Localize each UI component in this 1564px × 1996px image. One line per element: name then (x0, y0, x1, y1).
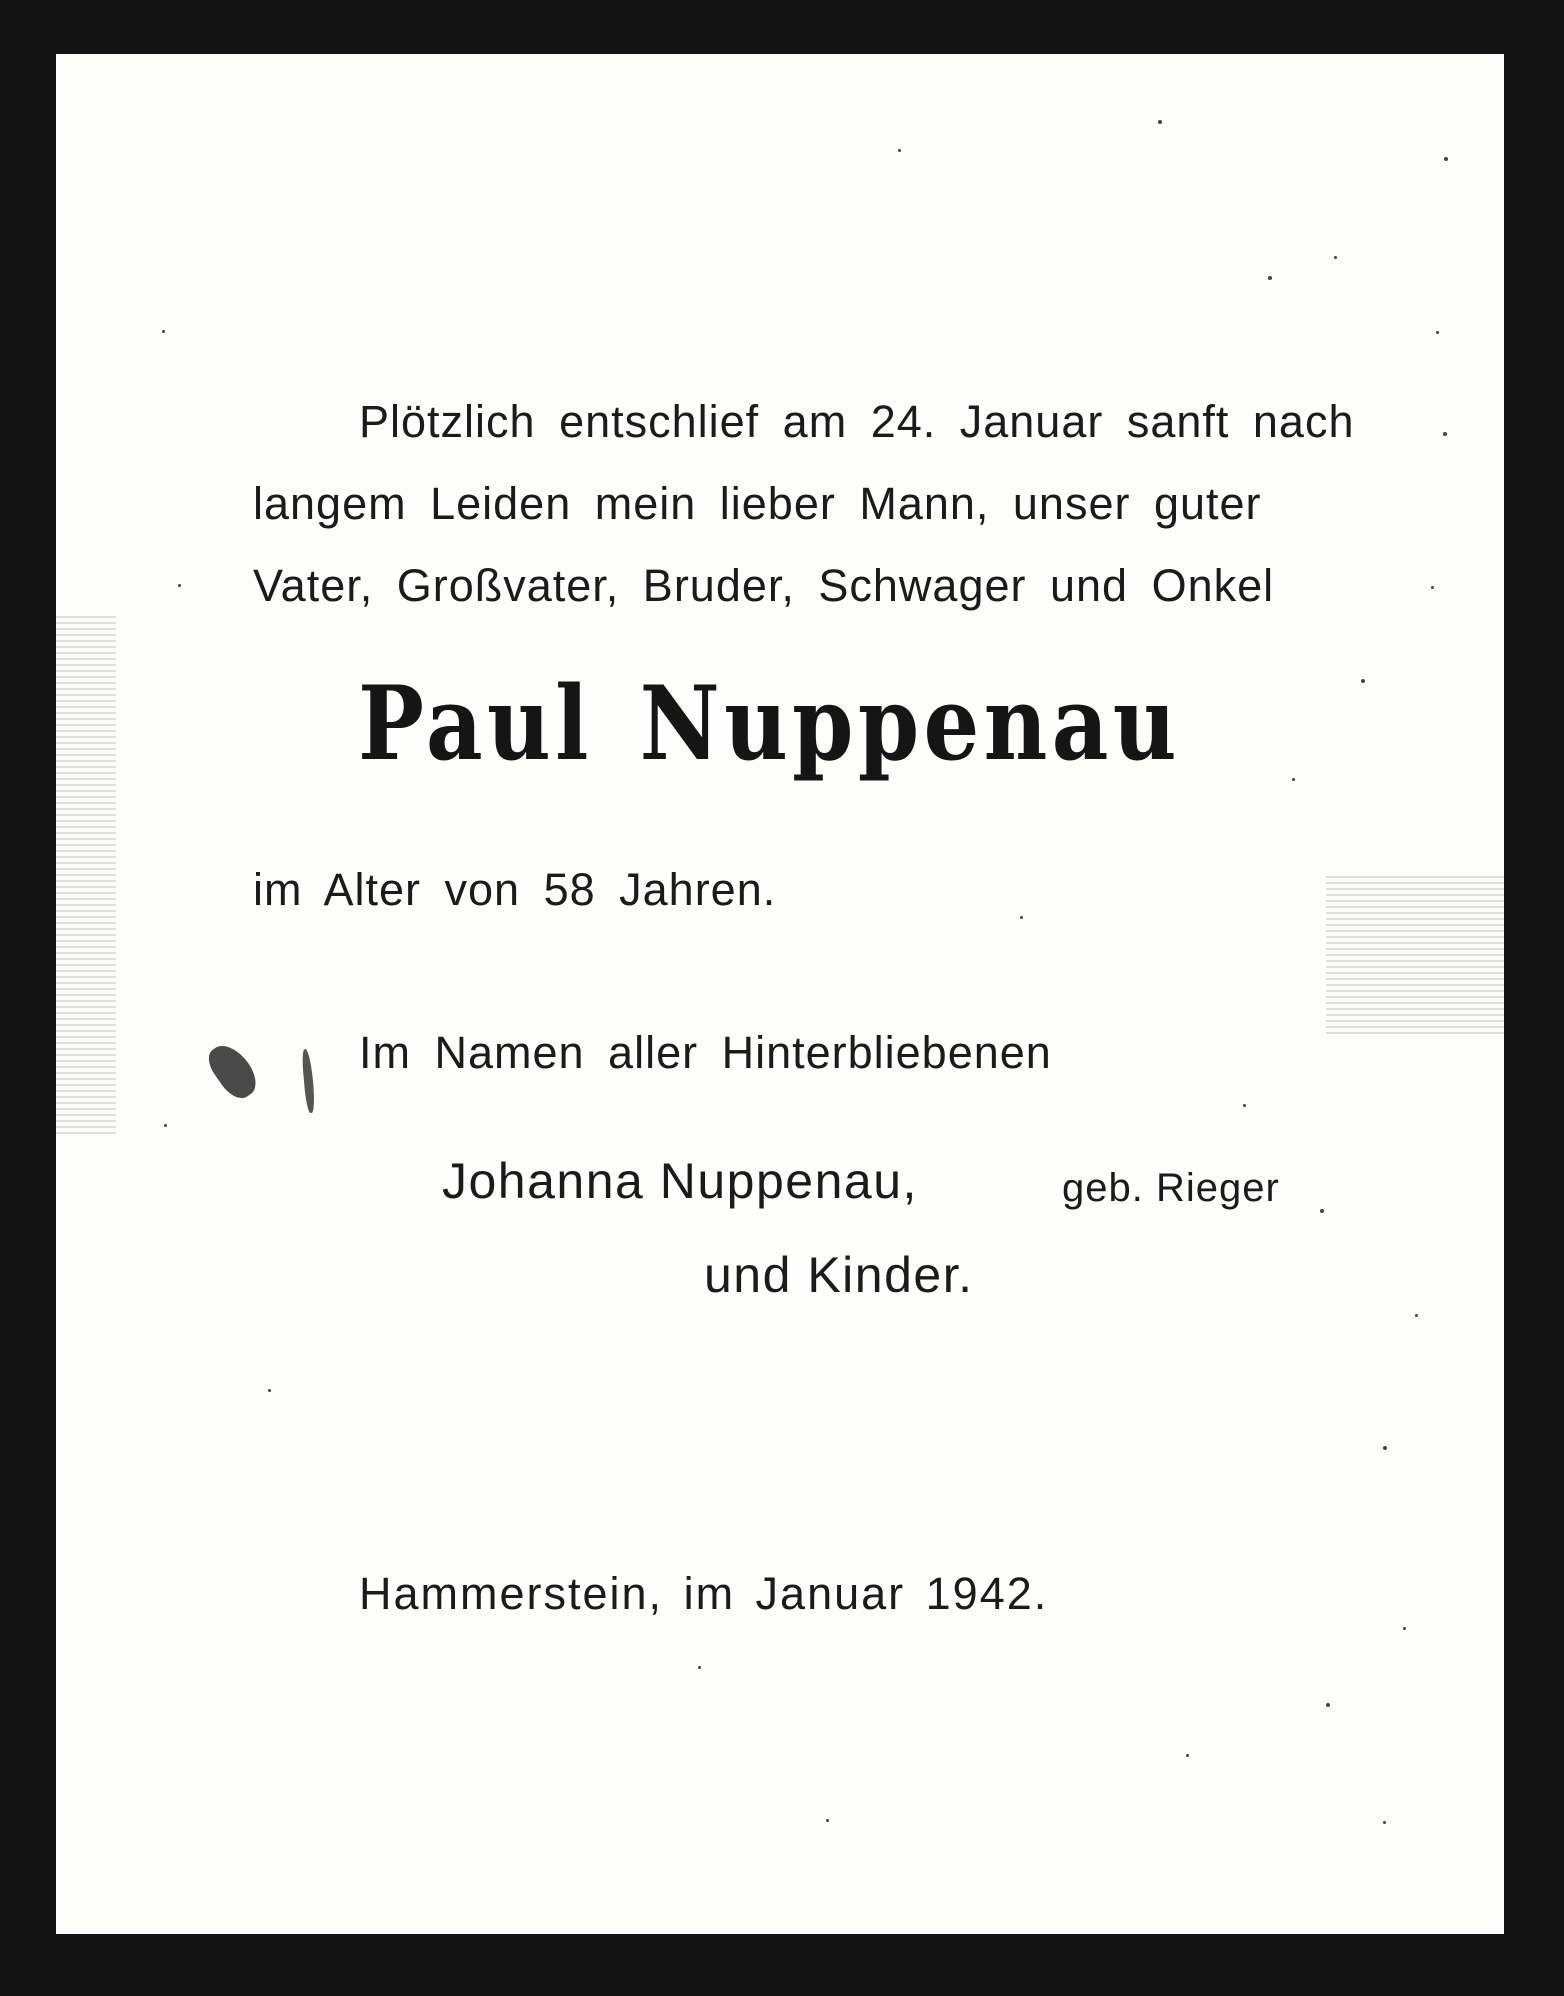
paper-speck (162, 330, 165, 333)
paper-speck (178, 584, 181, 587)
paper-speck (268, 1389, 271, 1392)
paper-speck (898, 149, 901, 152)
paper-speck (1383, 1446, 1387, 1450)
paper-speck (1268, 276, 1272, 280)
place-and-date: Hammerstein, im Januar 1942. (359, 1568, 1049, 1619)
obituary-card (56, 54, 1504, 1934)
paper-speck (1431, 586, 1434, 589)
signatory-maiden-name: geb. Rieger (1062, 1166, 1280, 1210)
paper-speck (1320, 1209, 1324, 1213)
paper-speck (698, 1666, 701, 1669)
ink-smudge (202, 1037, 263, 1104)
paper-speck (1361, 679, 1365, 683)
paper-speck (1186, 1754, 1189, 1757)
deceased-name: Paul Nuppenau (358, 664, 1181, 784)
intro-line: Vater, Großvater, Bruder, Schwager und Onkel (253, 560, 1275, 611)
paper-speck (1403, 1627, 1406, 1630)
paper-speck (1436, 331, 1439, 334)
paper-speck (164, 1124, 167, 1127)
ink-smudge (301, 1049, 316, 1114)
intro-line: langem Leiden mein lieber Mann, unser guter (253, 478, 1262, 529)
on-behalf-line: Im Namen aller Hinterbliebenen (359, 1027, 1052, 1078)
paper-bleed-right (1326, 874, 1504, 1034)
paper-speck (826, 1819, 829, 1822)
paper-speck (1158, 120, 1162, 124)
paper-speck (1243, 1104, 1246, 1107)
paper-speck (1444, 157, 1448, 161)
paper-speck (1334, 256, 1337, 259)
paper-speck (1415, 1314, 1418, 1317)
intro-line: Plötzlich entschlief am 24. Januar sanft nach (359, 396, 1355, 447)
paper-speck (1326, 1703, 1330, 1707)
paper-speck (1383, 1821, 1386, 1824)
age-line: im Alter von 58 Jahren. (253, 864, 777, 915)
signatory-children: und Kinder. (704, 1247, 974, 1303)
paper-speck (1443, 432, 1447, 436)
paper-speck (1020, 916, 1023, 919)
paper-bleed-left (56, 614, 116, 1134)
signatory-name: Johanna Nuppenau, (442, 1153, 918, 1209)
paper-speck (1292, 778, 1295, 781)
